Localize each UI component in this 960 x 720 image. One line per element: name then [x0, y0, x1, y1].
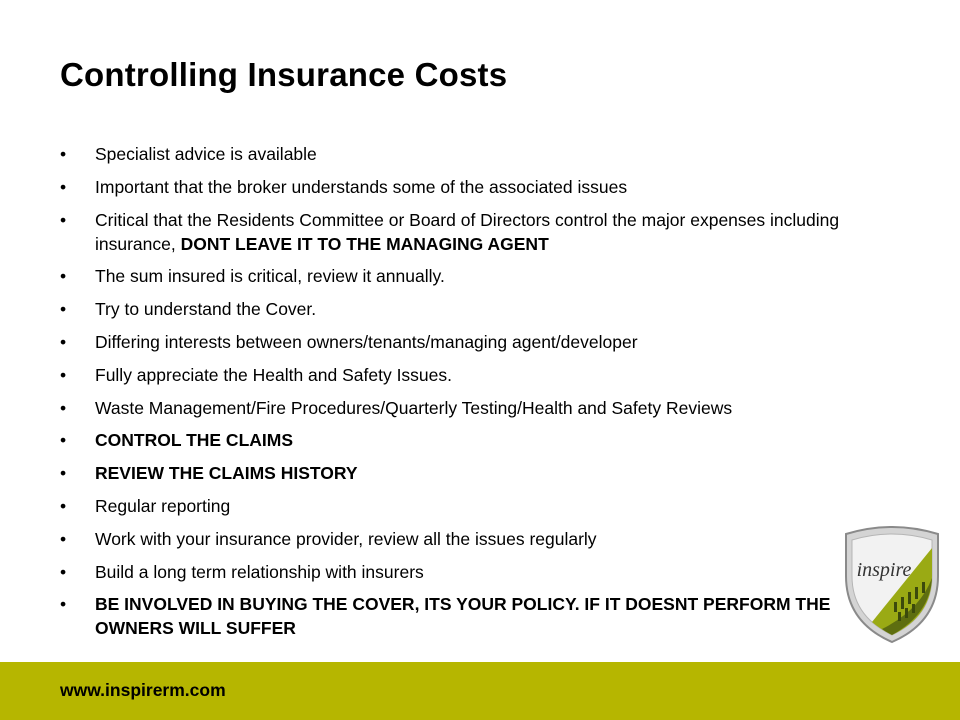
bullet-item: [60, 592, 855, 640]
bullet-emphasis: DONT LEAVE IT TO THE MANAGING AGENT: [180, 233, 549, 254]
bullet-emphasis: BE INVOLVED IN BUYING THE COVER, ITS YOUR POLICY. IF IT DOESNT PERFORM THE OWNERS WILL SUFFER: [95, 594, 831, 639]
bullet-dot: •: [60, 528, 67, 549]
bullet-item: [60, 175, 880, 199]
bullet-dot: •: [60, 594, 67, 615]
bullet-text: Try to understand the Cover.: [95, 299, 317, 320]
bullet-dot: •: [60, 176, 67, 197]
bullet-item: [60, 264, 880, 288]
bullet-item: [60, 297, 880, 321]
bullet-text: Fully appreciate the Health and Safety Issues.: [95, 364, 453, 385]
bullet-dot: •: [60, 331, 67, 352]
bullet-dot: •: [60, 299, 67, 320]
bullet-text: Specialist advice is available: [95, 144, 317, 164]
bullet-item: [60, 396, 880, 420]
bullet-text: Waste Management/Fire Procedures/Quarterly Testing/Health and Safety Reviews: [95, 397, 733, 418]
bullet-emphasis: REVIEW THE CLAIMS HISTORY: [95, 463, 358, 484]
bullet-dot: •: [60, 364, 67, 385]
bullet-dot: •: [60, 144, 67, 164]
bullet-text: Important that the broker understands some of the associated issues: [95, 176, 628, 197]
bullet-item: [60, 560, 880, 584]
bullet-dot: •: [60, 561, 67, 582]
bullet-item: [60, 428, 880, 452]
bullet-dot: •: [60, 495, 67, 516]
bullet-item: [60, 527, 880, 551]
bullet-emphasis: CONTROL THE CLAIMS: [95, 430, 294, 451]
bullet-item: [60, 208, 855, 256]
bullet-item: [60, 142, 880, 166]
bullet-list: [60, 142, 880, 640]
bullet-text: Work with your insurance provider, review all the issues regularly: [95, 528, 597, 549]
slide-title: Controlling Insurance Costs: [60, 56, 508, 93]
bullet-dot: •: [60, 430, 67, 451]
bullet-text: Differing interests between owners/tenants/managing agent/developer: [95, 331, 638, 352]
footer-website-link[interactable]: www.inspirerm.com: [60, 680, 226, 700]
logo-text: inspire: [856, 559, 912, 581]
bullet-item: [60, 461, 880, 485]
bullet-text: Critical that the Residents Committee or Board of Directors control the major expenses including insurance,: [95, 209, 840, 254]
footer-band: [0, 662, 960, 720]
bullet-item: [60, 330, 880, 354]
bullet-item: [60, 363, 880, 387]
bullet-dot: •: [60, 397, 67, 418]
bullet-text: The sum insured is critical, review it annually.: [95, 266, 445, 287]
bullet-item: [60, 494, 880, 518]
bullet-dot: •: [60, 266, 67, 287]
bullet-text: Regular reporting: [95, 495, 231, 516]
bullet-text: Build a long term relationship with insurers: [95, 561, 424, 582]
bullet-dot: •: [60, 209, 67, 230]
inspire-shield-logo: [840, 526, 944, 646]
bullet-dot: •: [60, 463, 67, 484]
